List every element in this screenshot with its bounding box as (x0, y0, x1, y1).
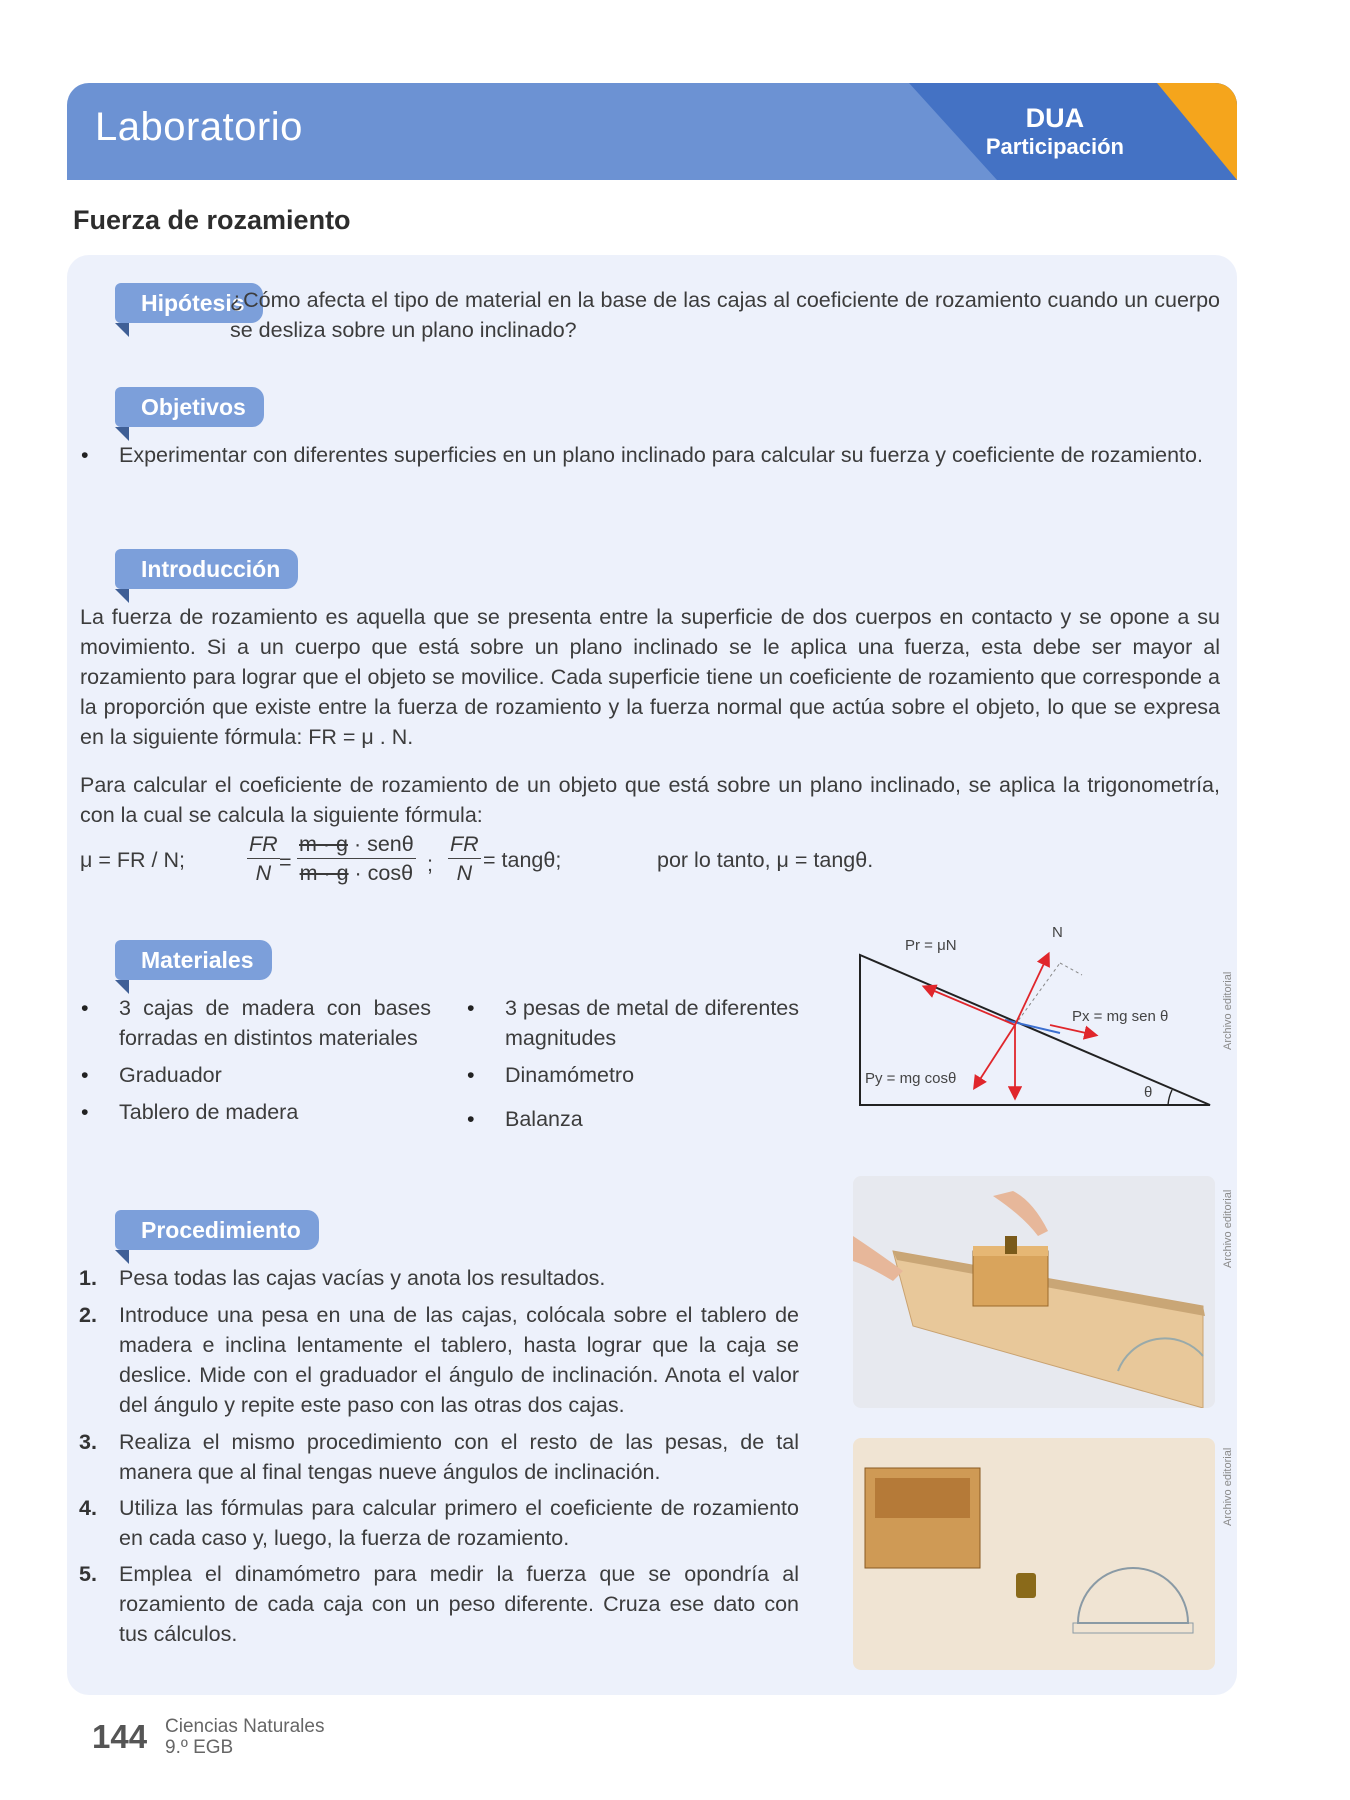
step-number: 2. (79, 1303, 97, 1327)
label-pr: Pr = μN (905, 937, 957, 954)
formula-fraction-fr-n (247, 830, 280, 887)
formula-equals: = (279, 850, 292, 874)
formula-tang: = tangθ; (483, 848, 562, 872)
page-title: Fuerza de rozamiento (73, 205, 351, 235)
objetivo-item: • Experimentar con diferentes superficies en un plano inclinado para calcular su fuerza y coeficiente de rozamiento. (119, 440, 1220, 470)
cos-theta: · cosθ (348, 861, 414, 885)
theta-arc (1168, 1090, 1172, 1105)
procedure-step (79, 1427, 799, 1487)
material-item: • 3 cajas de madera con bases forradas en distintos materiales (119, 993, 431, 1053)
footer-subject: Ciencias Naturales (165, 1716, 325, 1737)
procedure-step (79, 1263, 799, 1293)
label-px: Px = mg sen θ (1072, 1008, 1169, 1025)
label-py: Py = mg cosθ (865, 1070, 957, 1087)
step-number: 4. (79, 1496, 97, 1520)
materiales-tag: Materiales (115, 940, 272, 980)
brass-weight (1005, 1236, 1017, 1254)
photo-incline-experiment (853, 1176, 1215, 1408)
mg-sen-numerator (297, 830, 416, 859)
py-arrow (975, 1025, 1015, 1087)
dua-sublabel: Participación (985, 134, 1124, 159)
step-text: Emplea el dinamómetro para medir la fuerza que se opondría al rozamiento de cada caja con un peso diferente. Cruza ese dato con tus cálculos. (119, 1562, 799, 1646)
box-interior (875, 1478, 970, 1518)
photo-incline-illustration (853, 1176, 1215, 1408)
px-arrow (1050, 1025, 1095, 1035)
formula-conclusion: por lo tanto, μ = tangθ. (657, 848, 874, 872)
step-text: Realiza el mismo procedimiento con el resto de las pesas, de tal manera que al final tengas nueve ángulos de inclinación. (119, 1430, 799, 1484)
formula-fraction-mg (297, 830, 416, 887)
step-text: Pesa todas las cajas vacías y anota los resultados. (119, 1266, 606, 1290)
formula-fraction-fr-n-2 (448, 830, 481, 887)
formula-semicolon: ; (427, 852, 433, 876)
mg-struck-bottom: m · g (299, 861, 349, 885)
label-n: N (1052, 925, 1063, 941)
material-item: • Dinamómetro (505, 1060, 634, 1090)
photo-materials (853, 1438, 1215, 1670)
fraction-denominator: N (255, 861, 272, 885)
intro-paragraph-2: Para calcular el coeficiente de rozamiento de un objeto que está sobre un plano inclinado, se aplica la trigonometría, con la cual se calcula la siguiente fórmula: (80, 773, 1220, 827)
step-text: Introduce una pesa en una de las cajas, colócala sobre el tablero de madera e inclina lentamente el tablero, hasta lograr que la caja se deslice. Mide con el graduador el ángulo de inclinación. Anota el valor del ángulo y repite este paso con las otras dos cajas. (119, 1303, 799, 1417)
fraction-numerator-2: FR (448, 830, 481, 859)
procedure-step (79, 1300, 799, 1420)
procedure-step (79, 1559, 799, 1649)
photo-materials-illustration (853, 1438, 1215, 1670)
guide-dashed (1015, 963, 1060, 1025)
dua-badge (986, 103, 1124, 161)
guide-dashed-2 (1060, 963, 1082, 975)
material-item: • 3 pesas de metal de diferentes magnitudes (505, 993, 825, 1053)
wooden-box (973, 1251, 1048, 1306)
material-item: • Balanza (505, 1104, 583, 1134)
sen-theta: · senθ (347, 832, 414, 856)
formula-mu: μ = FR / N; (80, 848, 185, 872)
step-number: 3. (79, 1430, 97, 1454)
intro-paragraph-1: La fuerza de rozamiento es aquella que se presenta entre la superficie de dos cuerpos en contacto y se opone a su movimiento. Si a un cuerpo que está sobre un plano inclinado se le aplica una fuerza, esta debe ser mayor al rozamiento para lograr que el objeto se movilice. Cada superficie tiene un coeficiente de rozamiento que corresponde a la proporción que existe entre la fuerza de rozamiento y la fuerza normal que actúa sobre el objeto, lo que se expresa en la siguiente fórmula: FR = μ . N. (80, 605, 1220, 749)
photo-credit: Archivo editorial (1222, 971, 1234, 1050)
fraction-numerator: FR (247, 830, 280, 859)
material-item: • Tablero de madera (119, 1097, 298, 1127)
hipotesis-tag: Hipótesis (115, 283, 263, 323)
mg-struck-top: m · g (299, 832, 348, 856)
procedimiento-tag: Procedimiento (115, 1210, 319, 1250)
dua-label: DUA (1025, 103, 1085, 133)
inclined-plane-diagram (850, 925, 1220, 1125)
photo-credit: Archivo editorial (1222, 1447, 1234, 1526)
footer-grade: 9.º EGB (165, 1737, 234, 1758)
lab-banner (67, 83, 1237, 180)
procedure-step (79, 1493, 799, 1553)
step-number: 5. (79, 1562, 97, 1586)
photo-credit: Archivo editorial (1222, 1189, 1234, 1268)
step-text: Utiliza las fórmulas para calcular primero el coeficiente de rozamiento en cada caso y, luego, la fuerza de rozamiento. (119, 1496, 799, 1550)
introduccion-tag: Introducción (115, 549, 298, 589)
hipotesis-text: ¿Cómo afecta el tipo de material en la base de las cajas al coeficiente de rozamiento cuando un cuerpo se desliza sobre un plano inclinado? (230, 288, 1220, 342)
brass-weight (1016, 1573, 1036, 1598)
page-number: 144 (92, 1718, 148, 1755)
objetivos-tag: Objetivos (115, 387, 264, 427)
banner-title: Laboratorio (95, 105, 303, 149)
material-item: • Graduador (119, 1060, 222, 1090)
normal-arrow (1015, 955, 1048, 1025)
friction-arrow (925, 987, 1015, 1025)
step-number: 1. (79, 1266, 97, 1290)
fraction-denominator-2: N (456, 861, 473, 885)
label-theta: θ (1144, 1084, 1153, 1101)
mg-cos-denominator (297, 859, 416, 887)
